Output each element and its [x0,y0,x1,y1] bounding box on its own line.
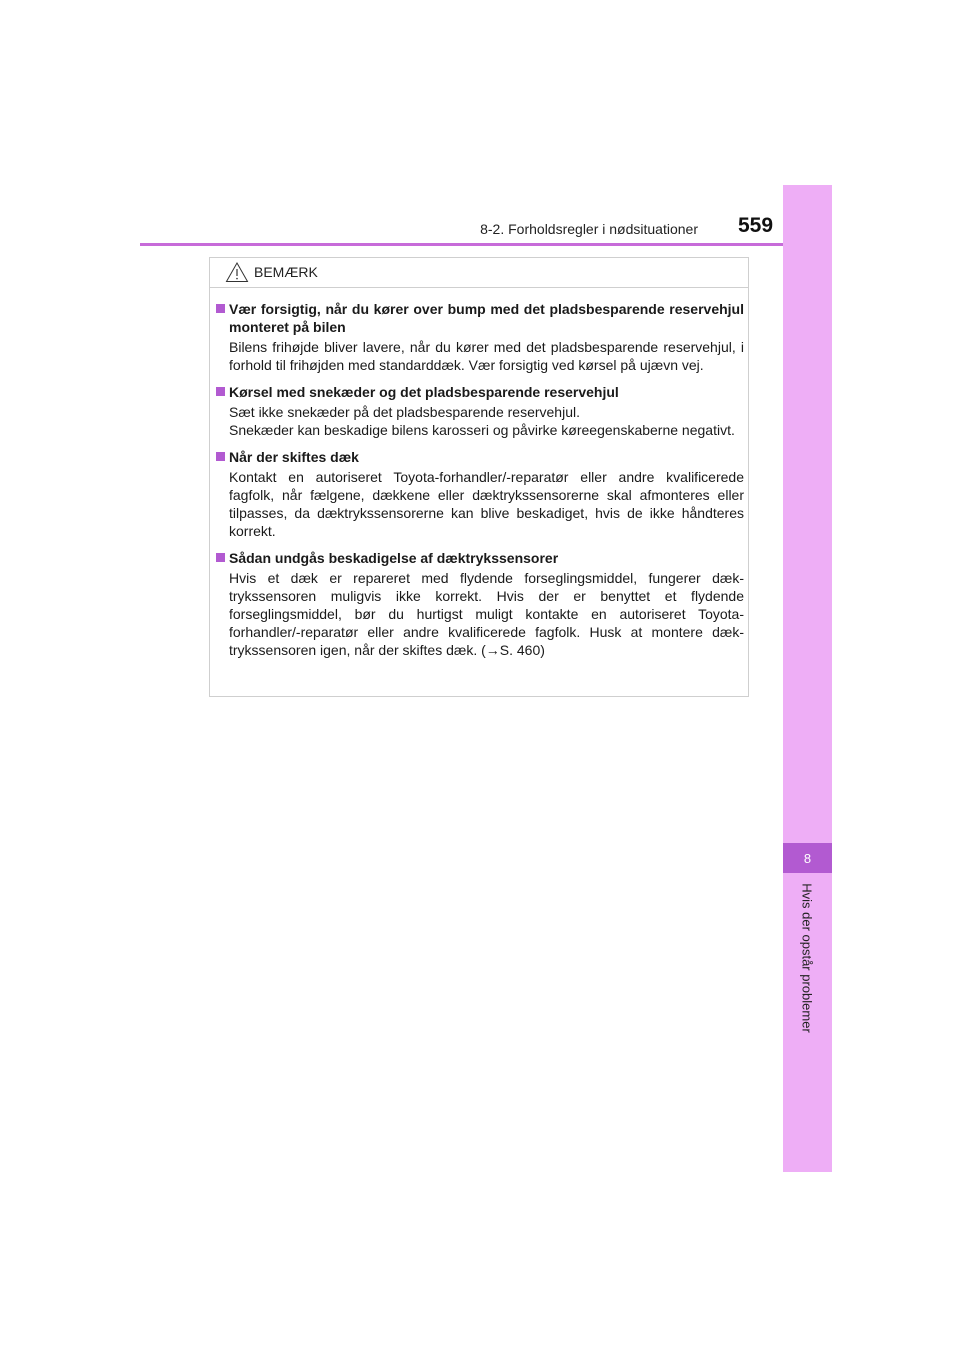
warning-triangle-icon [225,261,249,283]
section-heading [216,300,744,336]
section-paragraph: Kontakt en autoriseret Toyota-forhandler/-reparatør eller andre kvalificerede fagfolk, når fælgene, dækkene eller dæktrykssensorerne skal afmonteres eller tilpasses, da dæktrykssensorerne kan blive beskadiget, hvis de ikke håndteres korrekt. [229,469,744,539]
section-heading-text: Når der skiftes dæk [229,449,359,465]
square-bullet-icon [216,553,225,562]
chapter-number-badge: 8 [783,843,832,873]
section-paragraph: Hvis et dæk er repareret med flydende forseglingsmiddel, fungerer dæktrykssensoren muligvis ikke korrekt. Hvis der er benyttet et flydende forseglingsmiddel, bør du hurtigst muligt kontakte en autoriseret Toyota-forhandler/-reparatør eller andre kvalificerede fagfolk. Husk at montere dæktrykssensoren igen, når der skiftes dæk. (→S. 460) [229,570,744,658]
notice-box [209,257,749,697]
notice-section [216,383,744,439]
chapter-title: Hvis der opstår problemer [799,883,815,1033]
square-bullet-icon [216,452,225,461]
section-heading-text: Vær forsigtig, når du kører over bump med det pladsbesparende reservehjul monteret på bilen [229,301,744,335]
section-paragraph: Snekæder kan beskadige bilens karosseri og påvirke køreegenskaberne negativt. [229,422,735,438]
section-paragraph: Bilens frihøjde bliver lavere, når du kører med det pladsbesparende reservehjul, i forhold til frihøjden med standarddæk. Vær forsigtig ved kørsel på ujævn vej. [229,339,744,373]
section-heading-text: Sådan undgås beskadigelse af dæktrykssensorer [229,550,559,566]
header-rule [140,243,832,246]
notice-section [216,300,744,374]
section-heading [216,549,744,567]
square-bullet-icon [216,304,225,313]
notice-header [210,258,748,288]
section-heading [216,383,744,401]
section-heading [216,448,744,466]
section-title: 8-2. Forholdsregler i nødsituationer [480,221,698,237]
notice-heading: BEMÆRK [254,264,318,280]
page-number: 559 [738,214,774,237]
square-bullet-icon [216,387,225,396]
notice-section [216,549,744,659]
notice-body [216,300,744,668]
section-paragraph: Sæt ikke snekæder på det pladsbesparende reservehjul. [229,404,580,420]
section-heading-text: Kørsel med snekæder og det pladsbesparende reservehjul [229,384,619,400]
notice-section [216,448,744,540]
